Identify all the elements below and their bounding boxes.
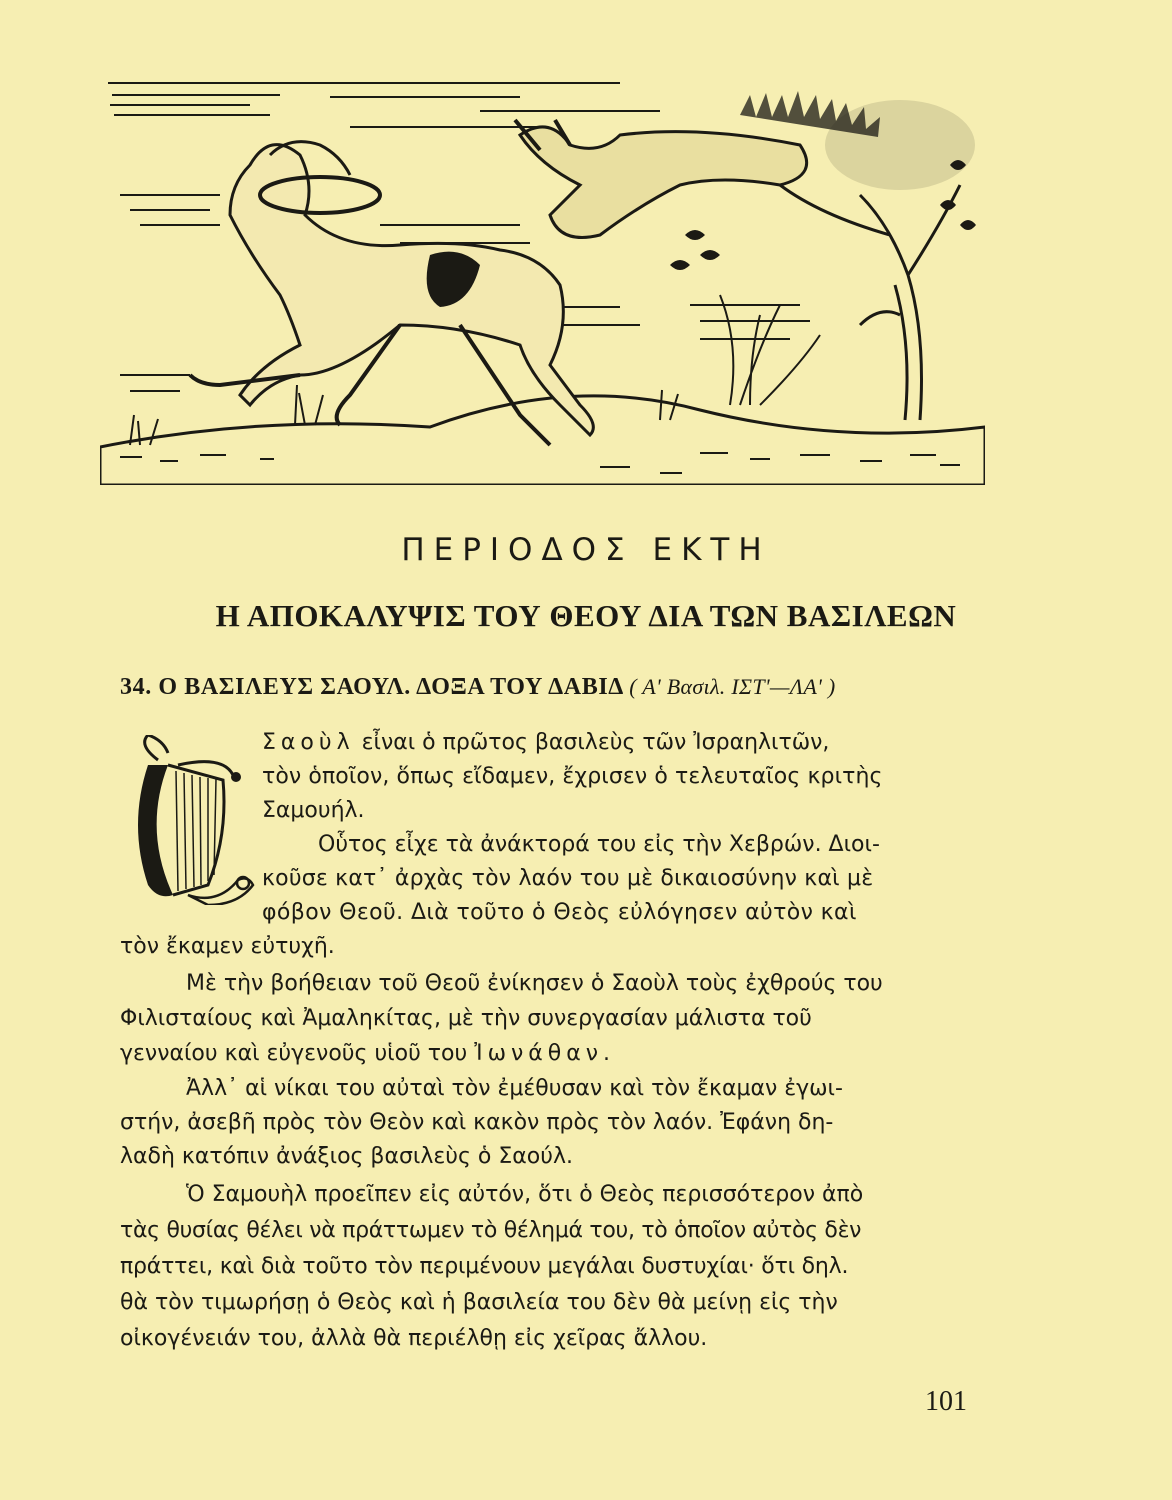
text-fragment: γενναίου καὶ εὐγενοῦς υἱοῦ του [120,1041,475,1066]
text-line: κοῦσε κατ᾽ ἀρχὰς τὸν λαόν του μὲ δικαιοσύνην καὶ μὲ [262,866,874,891]
woodcut-illustration [100,75,985,485]
text-line: Μὲ τὴν βοήθειαν τοῦ Θεοῦ ἐνίκησεν ὁ Σαοὺλ τοὺς ἐχθρούς του [186,971,883,996]
name-jonathan: Ἰωνάθαν. [474,1041,616,1066]
text-line [262,728,829,758]
text-line: θὰ τὸν τιμωρήσῃ ὁ Θεὸς καὶ ἡ βασιλεία του δὲν θὰ μείνῃ εἰς τὴν [120,1290,838,1315]
text-line: Σαμουήλ. [262,798,365,823]
text-line: Ὁ Σαμουὴλ προεῖπεν εἰς αὐτόν, ὅτι ὁ Θεὸς περισσότερον ἀπὸ [186,1182,864,1207]
text-line: Ἀλλ᾽ αἱ νίκαι του αὐταὶ τὸν ἐμέθυσαν καὶ τὸν ἔκαμαν ἐγωι- [186,1076,843,1101]
scripture-reference: ( Α' Βασιλ. ΙΣΤ'—ΛΑ' ) [629,674,836,699]
lesson-title: 34. Ο ΒΑΣΙΛΕΥΣ ΣΑΟΥΛ. ΔΟΞΑ ΤΟΥ ΔΑΒΙΔ [120,674,623,700]
text-line: στήν, ἀσεβῆ πρὸς τὸν Θεὸν καὶ κακὸν πρὸς τὸν λαόν. Ἐφάνη δη- [120,1110,834,1135]
text-line: πράττει, καὶ διὰ τοῦτο τὸν περιμένουν μεγάλαι δυστυχίαι· ὅτι δηλ. [120,1254,849,1279]
text-line: τὸν ἔκαμεν εὐτυχῆ. [120,934,335,959]
page-number: 101 [925,1386,967,1417]
name-saul: Σαοὺλ [262,730,355,755]
text-line: Οὗτος εἶχε τὰ ἀνάκτορά του εἰς τὴν Χεβρών. Διοι- [318,832,880,857]
text-line: Φιλισταίους καὶ Ἀμαληκίτας, μὲ τὴν συνεργασίαν μάλιστα τοῦ [120,1006,812,1031]
part-title: Η ΑΠΟΚΑΛΥΨΙΣ ΤΟΥ ΘΕΟΥ ΔΙΑ ΤΩΝ ΒΑΣΙΛΕΩΝ [215,598,957,633]
section-label: ΠΕΡΙΟΔΟΣ ΕΚΤΗ [401,532,771,568]
decorated-initial-harp-icon [128,735,258,905]
text-line: φόβον Θεοῦ. Διὰ τοῦτο ὁ Θεὸς εὐλόγησεν αὐτὸν καὶ [262,900,857,925]
text-line: λαδὴ κατόπιν ἀνάξιος βασιλεὺς ὁ Σαούλ. [120,1144,573,1169]
text-line: τὸν ὁποῖον, ὅπως εἴδαμεν, ἔχρισεν ὁ τελευταῖος κριτὴς [262,764,883,789]
lesson-heading [120,674,980,701]
text-line [120,1039,615,1069]
text-line: τὰς θυσίας θέλει νὰ πράττωμεν τὸ θέλημά του, τὸ ὁποῖον αὐτὸς δὲν [120,1218,862,1243]
text-fragment: εἶναι ὁ πρῶτος βασιλεὺς τῶν Ἰσραηλιτῶν, [354,730,830,755]
text-line: οἰκογένειάν του, ἀλλὰ θὰ περιέλθῃ εἰς χεῖρας ἄλλου. [120,1326,708,1351]
